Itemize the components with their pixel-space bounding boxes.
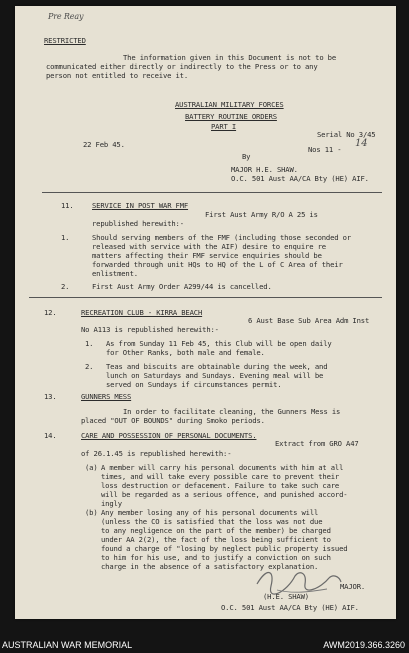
item-11-divider	[29, 297, 382, 298]
item-12-p2-number: 2.	[85, 362, 94, 371]
item-14-a-line-2: times, and will take every possible care to prevent their	[101, 472, 340, 481]
officer-unit: O.C. 501 Aust AA/CA Bty (HE) AIF.	[231, 174, 369, 183]
item-14-a-line-3: loss destruction or defacement. Failure to take such care	[101, 481, 340, 490]
item-12-ref: 6 Aust Base Sub Area Adm Inst	[248, 316, 370, 325]
notice-line-1: The information given in this Document is not to be	[123, 53, 337, 62]
item-14-b-line-3: to any negligence on the part of the member) be charged	[101, 526, 331, 535]
item-13-heading: GUNNERS MESS	[81, 392, 132, 401]
item-12-p2-line-2: lunch on Saturdays and Sundays. Evening meal will be	[106, 371, 324, 380]
item-12-p2-line-1: Teas and biscuits are obtainable during the week, and	[106, 362, 328, 371]
item-14-b-label: (b)	[85, 508, 98, 517]
org-heading: AUSTRALIAN MILITARY FORCES	[175, 100, 284, 109]
serial-number: Serial No 3/45	[317, 130, 376, 139]
item-12-heading: RECREATION CLUB - KIRRA BEACH	[81, 308, 203, 317]
item-14-intro: of 26.1.45 is republished herewith:-	[81, 449, 232, 458]
item-12-intro: No A113 is republished herewith:-	[81, 325, 219, 334]
item-11-p1-line-5: enlistment.	[92, 269, 138, 278]
handwritten-number: 14	[355, 138, 368, 149]
order-numbers: Nos 11 -	[308, 145, 342, 154]
item-12-number: 12.	[44, 308, 57, 317]
part-label: PART I	[211, 122, 237, 131]
item-11-p2-number: 2.	[61, 282, 70, 291]
item-13-line-1: In order to facilitate cleaning, the Gunners Mess is	[123, 407, 341, 416]
classification-label: RESTRICTED	[44, 36, 86, 45]
item-14-a-line-4: will be regarded as a serious offence, and punished accord-	[101, 490, 348, 499]
order-date: 22 Feb 45.	[83, 140, 125, 149]
item-14-a-label: (a)	[85, 463, 98, 472]
item-14-ref: Extract from GRO A47	[275, 439, 359, 448]
item-12-p1-line-2: for Other Ranks, both male and female.	[106, 348, 265, 357]
item-11-p2: First Aust Army Order A299/44 is cancelled.	[92, 282, 272, 291]
document-page	[15, 6, 396, 619]
footer-accession-number: AWM2019.366.3260	[323, 640, 405, 650]
item-12-p1-line-1: As from Sunday 11 Feb 45, this Club will be open daily	[106, 339, 332, 348]
signature-unit: O.C. 501 Aust AA/CA Bty (HE) AIF.	[221, 603, 359, 612]
footer-bar	[0, 638, 409, 653]
item-14-b-line-5: found a charge of "losing by neglect public property issued	[101, 544, 348, 553]
item-11-p1-line-2: released with service with the AIF) desire to enquire re	[92, 242, 326, 251]
by-label: By	[242, 152, 251, 161]
officer-name: MAJOR H.E. SHAW.	[231, 165, 298, 174]
item-11-p1-number: 1.	[61, 233, 70, 242]
item-14-b-line-1: Any member losing any of his personal documents will	[101, 508, 319, 517]
item-14-b-line-6: to him for his use, and to justify a conviction on such	[101, 553, 331, 562]
header-divider	[42, 192, 382, 193]
item-11-p1-line-1: Should serving members of the FMF (including those seconded or	[92, 233, 351, 242]
item-14-b-line-4: under AA 2(2), the fact of the loss being sufficient to	[101, 535, 331, 544]
item-14-number: 14.	[44, 431, 57, 440]
item-14-heading: CARE AND POSSESSION OF PERSONAL DOCUMENTS.	[81, 431, 257, 440]
notice-line-3: person not entitled to receive it.	[46, 71, 189, 80]
item-11-p1-line-4: forwarded through unit HQs to HQ of the L of C Area of their	[92, 260, 343, 269]
item-14-b-line-7: charge in the absence of a satisfactory explanation.	[101, 562, 319, 571]
item-14-a-line-5: ingly	[101, 499, 122, 508]
item-11-p1-line-3: matters affecting their FMF service enquiries should be	[92, 251, 322, 260]
item-13-line-2: placed "OUT OF BOUNDS" during Smoko periods.	[81, 416, 265, 425]
notice-line-2: communicated either directly or indirectly to the Press or to any	[46, 62, 318, 71]
item-12-p1-number: 1.	[85, 339, 94, 348]
item-14-a-line-1: A member will carry his personal documents with him at all	[101, 463, 344, 472]
orders-title: BATTERY ROUTINE ORDERS	[185, 112, 277, 121]
footer-credit: AUSTRALIAN WAR MEMORIAL	[2, 640, 133, 650]
signature-rank: MAJOR.	[340, 582, 366, 591]
item-14-b-line-2: (unless the CO is satisfied that the loss was not due	[101, 517, 323, 526]
item-12-p2-line-3: served on Sundays if circumstances permit.	[106, 380, 282, 389]
item-11-intro: republished herewith:-	[92, 219, 184, 228]
item-13-number: 13.	[44, 392, 57, 401]
item-11-number: 11.	[61, 201, 74, 210]
signature-name: (H.E. SHAW)	[263, 592, 309, 601]
item-11-ref: First Aust Army R/O A 25 is	[205, 210, 318, 219]
item-11-heading: SERVICE IN POST WAR FMF	[92, 201, 189, 210]
handwritten-note: Pre Reay	[48, 12, 84, 21]
